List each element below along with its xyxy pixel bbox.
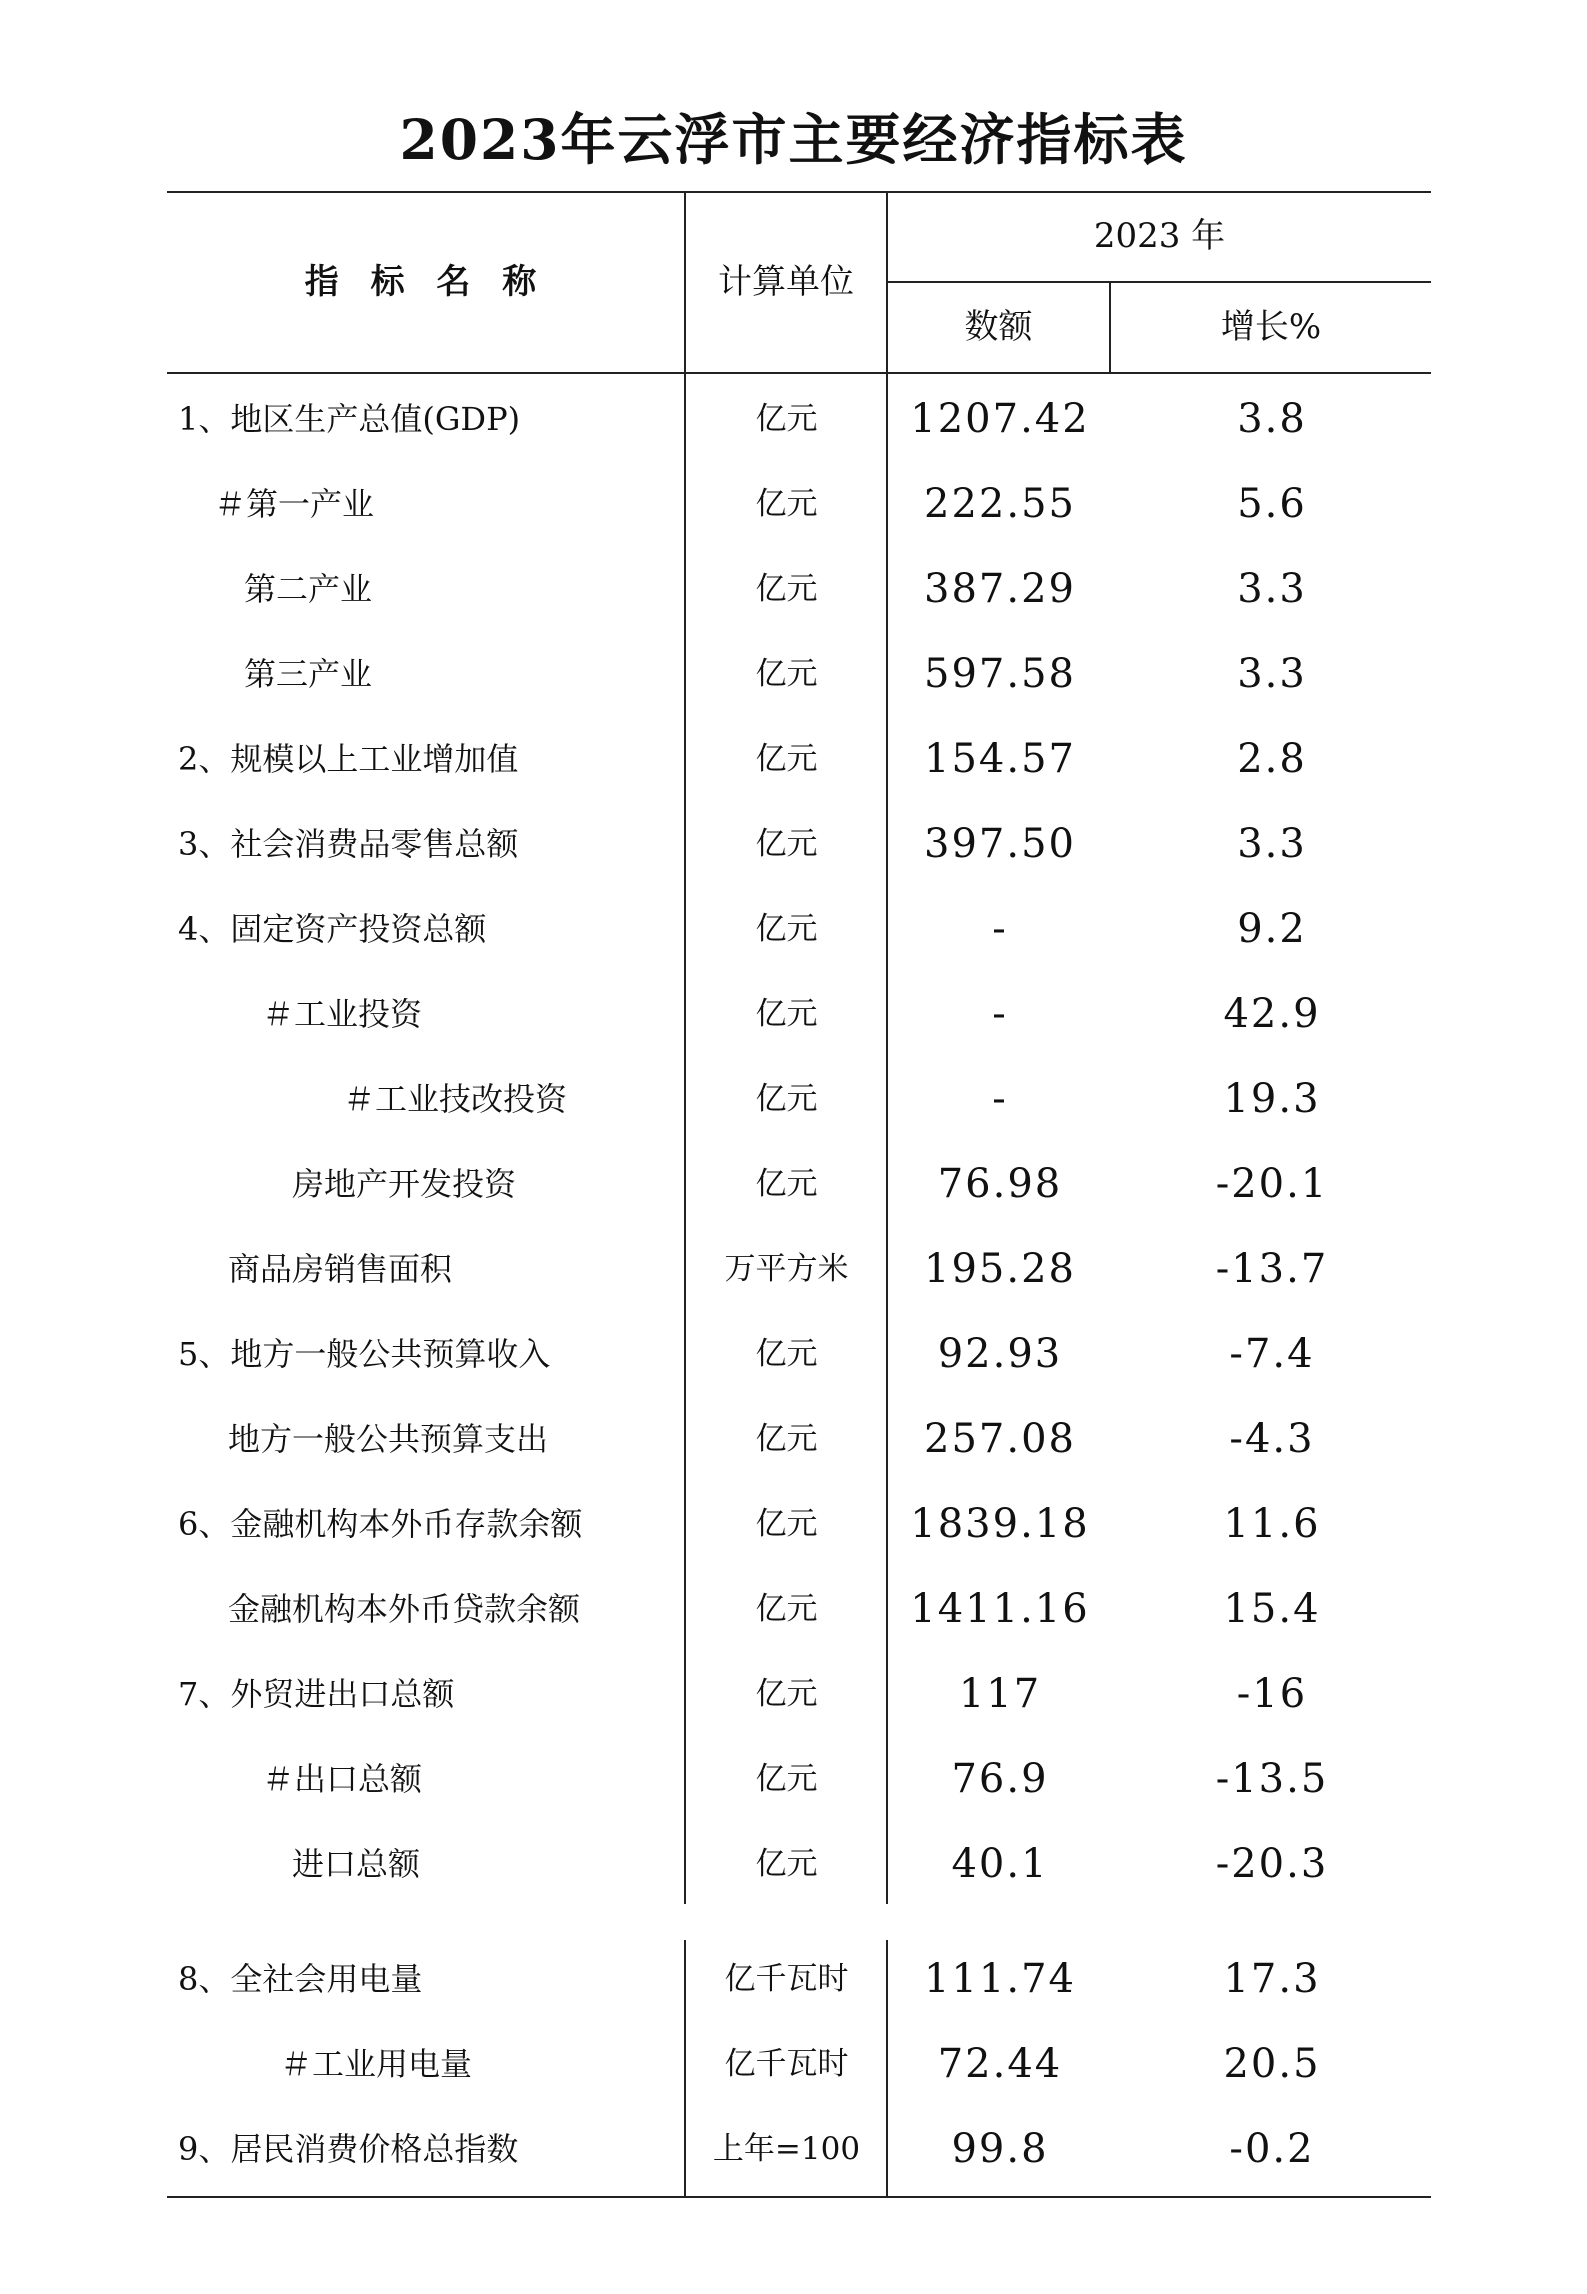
indicator-name: ＃工业技改投资 — [343, 1080, 568, 1118]
indicator-name: 6、金融机构本外币存款余额 — [178, 1505, 583, 1543]
indicator-name: 8、全社会用电量 — [178, 1960, 423, 1998]
header-year: 2023 年 — [1093, 216, 1226, 256]
header-indicator-name: 指 标 名 称 — [304, 262, 547, 302]
table-row — [0, 1239, 1587, 1299]
table-row — [0, 1069, 1587, 1129]
indicator-value: 257.08 — [924, 1416, 1076, 1462]
indicator-name: 4、固定资产投资总额 — [178, 910, 487, 948]
table-row — [0, 1749, 1587, 1809]
table-row — [0, 2034, 1587, 2094]
indicator-name: ＃第一产业 — [214, 485, 375, 523]
indicator-growth: 3.3 — [1237, 651, 1307, 697]
table-row — [0, 1324, 1587, 1384]
indicator-value: 222.55 — [924, 481, 1076, 527]
indicator-value: 99.8 — [951, 2126, 1049, 2172]
table-row — [0, 1579, 1587, 1639]
indicator-value: 92.93 — [937, 1331, 1063, 1377]
indicator-name: 第三产业 — [244, 655, 373, 693]
indicator-growth: 2.8 — [1237, 736, 1307, 782]
indicator-unit: 亿元 — [755, 1761, 818, 1797]
indicator-unit: 亿元 — [755, 1336, 818, 1372]
table-row — [0, 1154, 1587, 1214]
indicator-value: 117 — [958, 1671, 1042, 1717]
indicator-growth: 5.6 — [1237, 481, 1307, 527]
header-amount: 数额 — [964, 307, 1033, 347]
table-row — [0, 389, 1587, 449]
indicator-value: - — [992, 991, 1008, 1037]
indicator-value: 397.50 — [924, 821, 1076, 867]
table-row — [0, 1834, 1587, 1894]
indicator-unit: 亿元 — [755, 1846, 818, 1882]
indicator-value: 1411.16 — [910, 1586, 1090, 1632]
indicator-unit: 亿元 — [755, 401, 818, 437]
indicator-unit: 亿元 — [755, 1421, 818, 1457]
indicator-unit: 亿元 — [755, 741, 818, 777]
table-bottom-rule — [167, 2196, 1431, 2198]
header-bottom-rule — [167, 372, 1431, 374]
indicator-unit: 亿千瓦时 — [724, 2046, 849, 2082]
indicator-value: 72.44 — [937, 2041, 1063, 2087]
indicator-name: ＃工业用电量 — [280, 2045, 473, 2083]
indicator-growth: 15.4 — [1223, 1586, 1321, 1632]
indicator-growth: 17.3 — [1223, 1956, 1321, 2002]
indicator-name: 进口总额 — [292, 1845, 421, 1883]
indicator-name: ＃出口总额 — [262, 1760, 423, 1798]
indicator-unit: 亿元 — [755, 1081, 818, 1117]
indicator-unit: 亿元 — [755, 911, 818, 947]
indicator-value: 387.29 — [924, 566, 1076, 612]
table-top-rule — [167, 191, 1431, 193]
table-row — [0, 1494, 1587, 1554]
indicator-name: 7、外贸进出口总额 — [178, 1675, 455, 1713]
indicator-value: 76.98 — [937, 1161, 1063, 1207]
indicator-name: 金融机构本外币贷款余额 — [228, 1590, 581, 1628]
indicator-growth: 3.8 — [1237, 396, 1307, 442]
indicator-growth: -4.3 — [1229, 1416, 1315, 1462]
indicator-unit: 亿千瓦时 — [724, 1961, 849, 1997]
indicator-unit: 万平方米 — [724, 1251, 849, 1287]
indicator-value: - — [992, 906, 1008, 952]
indicator-unit: 亿元 — [755, 1506, 818, 1542]
indicator-unit: 亿元 — [755, 1676, 818, 1712]
indicator-value: 1207.42 — [910, 396, 1090, 442]
indicator-unit: 亿元 — [755, 996, 818, 1032]
indicator-unit: 亿元 — [755, 571, 818, 607]
indicator-name: 第二产业 — [244, 570, 373, 608]
indicator-unit: 亿元 — [755, 826, 818, 862]
table-row — [0, 644, 1587, 704]
indicator-growth: -16 — [1236, 1671, 1308, 1717]
indicator-growth: -20.1 — [1215, 1161, 1329, 1207]
table-row — [0, 1664, 1587, 1724]
indicator-growth: 19.3 — [1223, 1076, 1321, 1122]
indicator-name: ＃工业投资 — [262, 995, 423, 1033]
indicator-unit: 亿元 — [755, 1166, 818, 1202]
header-growth: 增长% — [1220, 307, 1322, 347]
indicator-name: 地方一般公共预算支出 — [228, 1420, 549, 1458]
table-row — [0, 1409, 1587, 1469]
indicator-value: 111.74 — [924, 1956, 1076, 2002]
indicator-growth: -7.4 — [1229, 1331, 1315, 1377]
indicator-growth: 11.6 — [1223, 1501, 1321, 1547]
indicator-unit: 亿元 — [755, 1591, 818, 1627]
indicator-value: - — [992, 1076, 1008, 1122]
indicator-growth: -0.2 — [1229, 2126, 1315, 2172]
table-row — [0, 2119, 1587, 2179]
indicator-growth: 3.3 — [1237, 566, 1307, 612]
indicator-name: 3、社会消费品零售总额 — [178, 825, 519, 863]
table-row — [0, 1949, 1587, 2009]
indicator-name: 房地产开发投资 — [292, 1165, 517, 1203]
indicator-value: 154.57 — [924, 736, 1076, 782]
indicator-value: 76.9 — [951, 1756, 1049, 1802]
indicator-growth: 20.5 — [1223, 2041, 1321, 2087]
header-unit: 计算单位 — [718, 262, 854, 302]
indicator-growth: -13.7 — [1215, 1246, 1329, 1292]
table-row — [0, 559, 1587, 619]
table-row — [0, 899, 1587, 959]
indicator-growth: 9.2 — [1237, 906, 1307, 952]
indicator-name: 1、地区生产总值(GDP) — [178, 400, 521, 438]
indicator-growth: 3.3 — [1237, 821, 1307, 867]
indicator-value: 597.58 — [924, 651, 1076, 697]
table-row — [0, 474, 1587, 534]
table-row — [0, 984, 1587, 1044]
indicator-name: 2、规模以上工业增加值 — [178, 740, 519, 778]
indicator-value: 40.1 — [951, 1841, 1049, 1887]
indicator-name: 商品房销售面积 — [228, 1250, 453, 1288]
indicator-name: 9、居民消费价格总指数 — [178, 2130, 519, 2168]
indicator-unit: 亿元 — [755, 486, 818, 522]
indicator-growth: -13.5 — [1215, 1756, 1329, 1802]
page-title: 2023年云浮市主要经济指标表 — [399, 107, 1188, 172]
table-row — [0, 729, 1587, 789]
indicator-value: 1839.18 — [910, 1501, 1090, 1547]
indicator-name: 5、地方一般公共预算收入 — [178, 1335, 551, 1373]
indicator-growth: 42.9 — [1223, 991, 1321, 1037]
indicator-value: 195.28 — [924, 1246, 1076, 1292]
indicator-growth: -20.3 — [1215, 1841, 1329, 1887]
table-row — [0, 814, 1587, 874]
indicator-unit: 上年=100 — [712, 2131, 861, 2167]
indicator-unit: 亿元 — [755, 656, 818, 692]
year-header-rule — [888, 281, 1431, 283]
